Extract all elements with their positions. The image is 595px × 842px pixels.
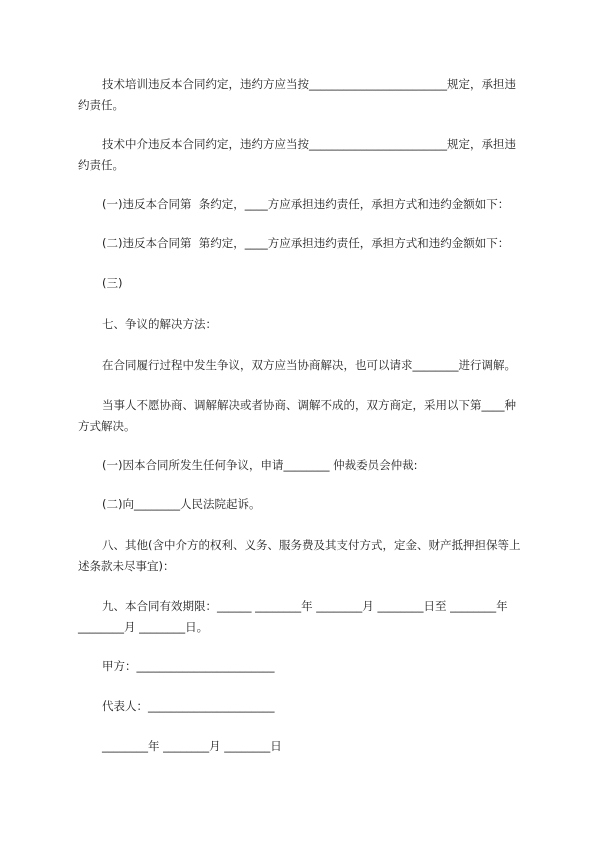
signature-representative: 代表人：______________________ [102,699,275,713]
section-heading-validity: 九、本合同有效期限：______ ________年 ________月 ________日至 ________年 ________月 ________日。 [78,599,512,634]
paragraph-court: (二)向________人民法院起诉。 [102,497,261,511]
paragraph-breach-clause-2: (二)违反本合同第 第约定，____方应承担违约责任，承担方式和违约金额如下： [102,236,510,250]
paragraph-training-breach: 技术培训违反本合同约定，违约方应当按________________________规定，承担违约责任。 [78,77,516,112]
paragraph-intermediary-breach: 技术中介违反本合同约定，违约方应当按________________________规定，承担违约责任。 [78,137,516,172]
paragraph-dispute-mediation: 在合同履行过程中发生争议，双方应当协商解决，也可以请求________进行调解。 [102,358,516,372]
signature-date: ________年 ________月 ________日 [102,739,282,753]
paragraph-breach-clause-1: (一)违反本合同第 条约定，____方应承担违约责任，承担方式和违约金额如下： [102,197,510,211]
section-heading-dispute: 七、争议的解决方法： [102,317,217,331]
section-heading-other: 八、其他(含中介方的权利、义务、服务费及其支付方式，定金、财产抵押担保等上述条款未尽事宜)： [78,538,521,573]
paragraph-arbitration: (一)因本合同所发生任何争议，申请________ 仲裁委员会仲裁: [102,458,418,472]
paragraph-dispute-methods: 当事人不愿协商、调解解决或者协商、调解不成的，双方商定，采用以下第____种方式解决。 [78,398,516,433]
signature-party-a: 甲方：________________________ [102,659,275,673]
paragraph-breach-clause-3: (三) [102,276,123,290]
